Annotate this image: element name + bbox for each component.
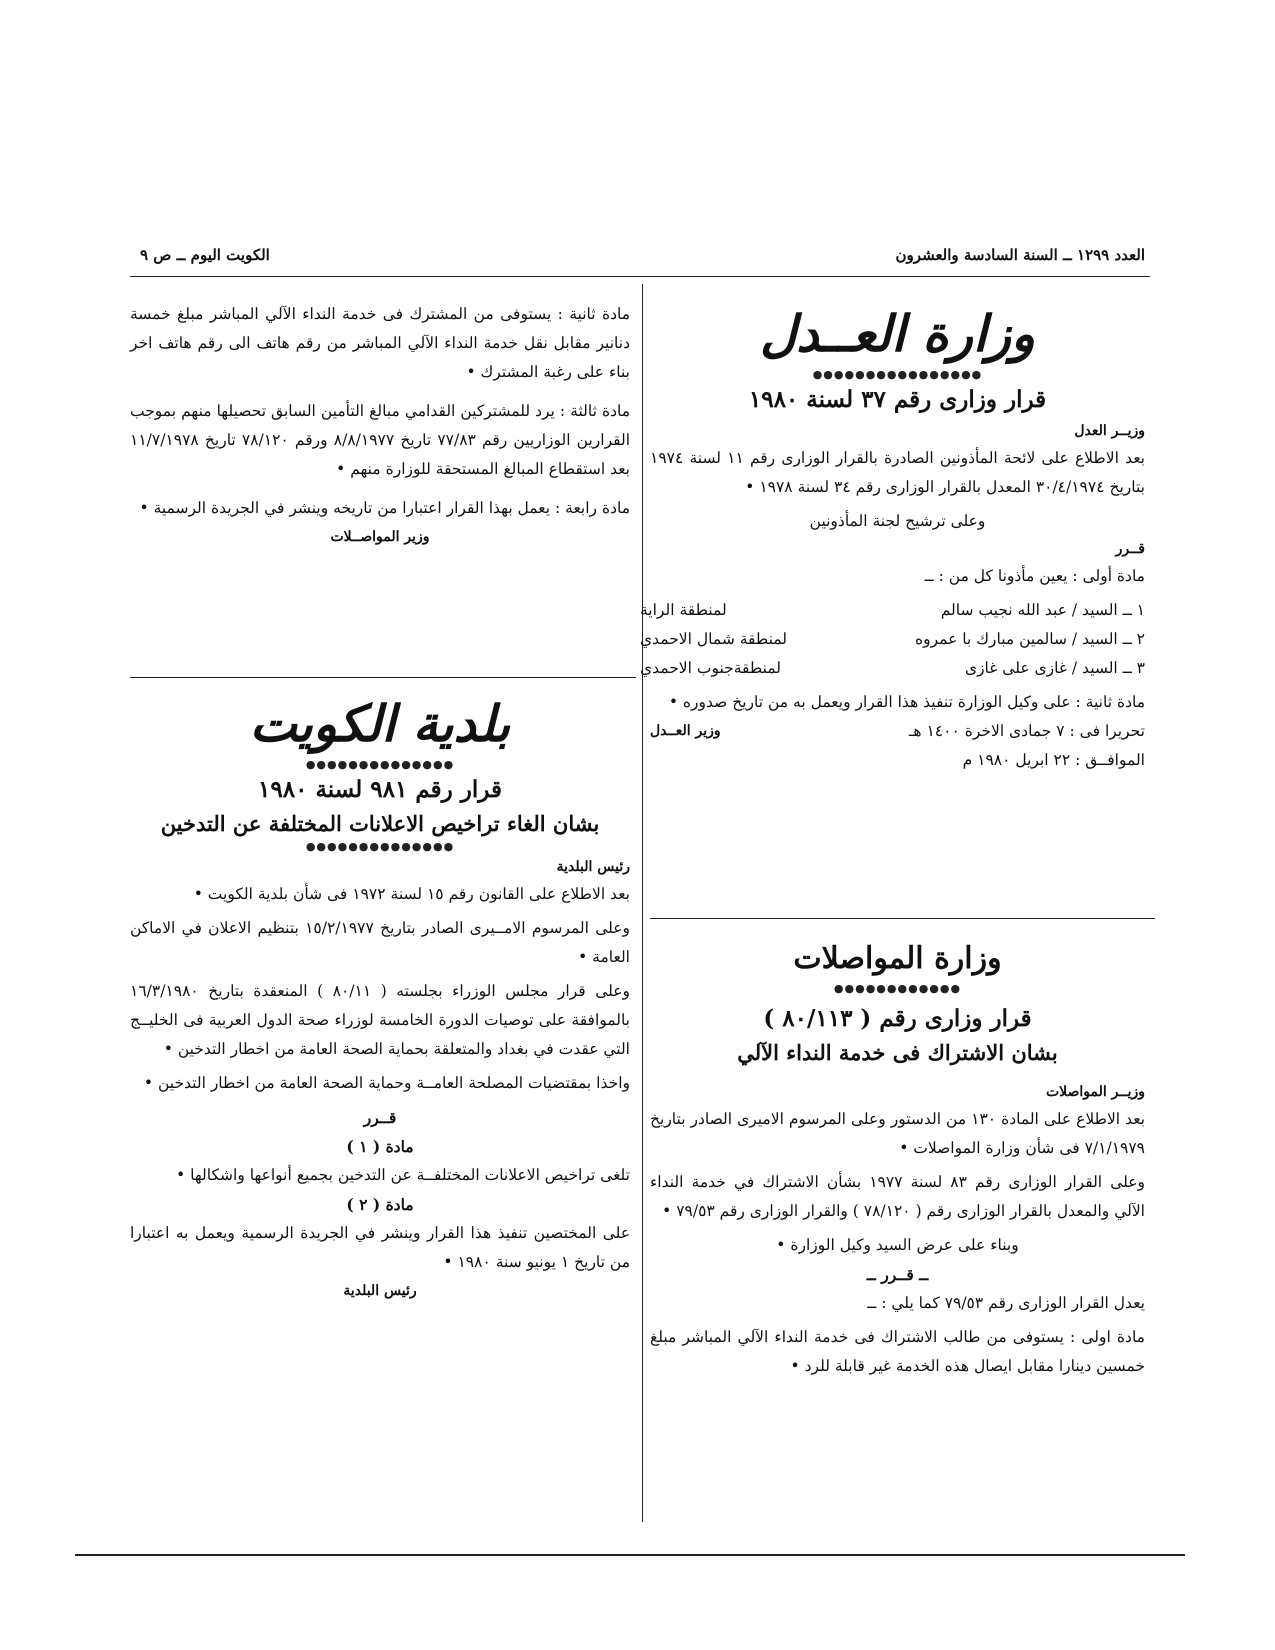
justice-article-2: مادة ثانية : على وكيل الوزارة تنفيذ هذا القرار ويعمل به من تاريخ صدوره • [668,693,1145,711]
left-section-divider [130,677,636,678]
bottom-rule [75,1554,1185,1556]
justice-article-1: مادة أولى : يعين مأذونا كل من : ــ [924,567,1145,585]
justice-preamble-2: وعلى ترشيح لجنة المأذونين [809,512,986,530]
municipality-subject: بشان الغاء تراخيص الاعلانات المختلفة عن التدخين [160,811,600,836]
comms-section [650,936,1145,1381]
justice-decision-title: قرار وزارى رقم ٣٧ لسنة ١٩٨٠ [748,386,1047,413]
municipality-signature: رئيس البلدية [343,1283,417,1299]
comms-preamble-2: وعلى القرار الوزارى رقم ٨٣ لسنة ١٩٧٧ بشأن الاشتراك في خدمة النداء الآلي والمعدل بالقرار الوزارى رقم ( ٧٨/١٢٠ ) والقرار الوزارى رقم ٧٩/٥٣ • [650,1173,1145,1220]
justice-name-1: ١ ــ السيد / عبد الله نجيب سالم [940,601,1145,619]
comms-amend: يعدل القرار الوزارى رقم ٧٩/٥٣ كما يلي : ــ [867,1294,1145,1312]
top-rule [130,276,1150,277]
municipality-preamble-3: وعلى قرار مجلس الوزراء بجلسته ( ٨٠/١١ ) المنعقدة بتاريخ ١٦/٣/١٩٨٠ بالموافقة على توصيات الدورة الخامسة لوزراء صحة الدول العربية فى الخليــج التي عقدت في بغداد والمتعلقة بحماية الصحة العامة من اخطار التدخين • [130,982,630,1058]
justice-area-2: لمنطقة شمال الاحمدي [640,630,787,648]
justice-name-row-3 [640,654,1145,683]
municipality-section [130,690,630,1306]
municipality-article-1-title: مادة ( ١ ) [346,1137,414,1156]
justice-name-row-2 [640,625,1145,654]
justice-name-3: ٣ ــ السيد / غازى على غازى [964,659,1145,677]
comms-qarar: ــ قــرر ــ [866,1265,929,1284]
comms-preamble-1: بعد الاطلاع على المادة ١٣٠ من الدستور وعلى المرسوم الاميرى الصادر بتاريخ ٧/١/١٩٧٩ فى شأن وزارة المواصلات • [650,1110,1145,1157]
justice-authority: وزيــر العدل [1074,423,1145,439]
column-divider [642,284,643,1522]
right-section-divider [650,918,1155,919]
comms-preamble-3: وبناء على عرض السيد وكيل الوزارة • [776,1236,1019,1254]
justice-section [640,300,1145,775]
municipality-authority: رئيس البلدية [556,859,630,875]
issue-header: العدد ١٢٩٩ ــ السنة السادسة والعشرون [895,246,1145,264]
municipality-preamble-4: واخذا بمقتضيات المصلحة العامــة وحماية الصحة العامة من اخطار التدخين • [143,1074,630,1092]
justice-corresponding: الموافــق : ٢٢ ابريل ١٩٨٠ م [962,751,1145,769]
comms-article-2: مادة ثانية : يستوفى من المشترك فى خدمة النداء الآلي المباشر مبلغ خمسة دنانير مقابل نقل خدمة النداء الآلي المباشر من رقم هاتف الى رقم هاتف اخر بناء على رغبة المشترك • [130,305,630,381]
justice-name-row-1 [640,596,1145,625]
justice-ornament: ●●●●●●●●●●●●●●●● [812,368,983,381]
comms-article-3: مادة ثالثة : يرد للمشتركين القدامي مبالغ التأمين السابق تحصيلها منهم بموجب القرارين الوزاريين رقم ٧٧/٨٣ تاريخ ٨/٨/١٩٧٧ ورقم ٧٨/١٢٠ تاريخ ١١/٧/١٩٧٨ بعد استقطاع المبالغ المستحقة للوزارة منهم • [130,402,631,478]
comms-subject: بشان الاشتراك فى خدمة النداء الآلي [737,1040,1058,1065]
comms-decision-title: قرار وزارى رقم ( ٨٠/١١٣ ) [763,1005,1032,1032]
municipality-article-2-title: مادة ( ٢ ) [346,1195,414,1214]
comms-authority: وزيــر المواصلات [1045,1084,1145,1100]
comms-article-1: مادة اولى : يستوفى من طالب الاشتراك فى خدمة النداء الآلي المباشر مبلغ خمسين دينارا مقابل ايصال هذه الخدمة غير قابلة للرد • [650,1328,1145,1375]
comms-article-4: مادة رابعة : يعمل بهذا القرار اعتبارا من تاريخه وينشر في الجريدة الرسمية • [139,499,630,517]
comms-masthead: وزارة المواصلات [793,941,1002,976]
justice-qarar: قــرر [1115,541,1145,557]
municipality-qarar: قــرر [363,1108,397,1127]
comms-signature: وزير المواصــلات [330,529,430,545]
justice-name-2: ٢ ــ السيد / سالمين مبارك با عمروه [914,630,1145,648]
municipality-masthead: بلدية الكويت [249,694,511,753]
justice-area-1: لمنطقة الراية [640,601,727,619]
justice-area-3: لمنطقةجنوب الاحمدي [640,659,781,677]
justice-preamble-1: بعد الاطلاع على لائحة المأذونين الصادرة بالقرار الوزارى رقم ١١ لسنة ١٩٧٤ بتاريخ ٣٠/٤/١٩٧٤ المعدل بالقرار الوزارى رقم ٣٤ لسنة ١٩٧٨ • [650,449,1145,496]
municipality-decision-title: قرار رقم ٩٨١ لسنة ١٩٨٠ [258,776,502,803]
municipality-preamble-2: وعلى المرسوم الامــيرى الصادر بتاريخ ١٥/٢/١٩٧٧ بتنظيم الاعلان في الاماكن العامة • [130,919,630,966]
justice-signature: وزير العــدل [650,723,721,739]
justice-dated: تحريرا فى : ٧ جمادى الاخرة ١٤٠٠ هـ [908,722,1145,740]
justice-masthead: وزارة العــدل [759,304,1036,363]
municipality-article-2: على المختصين تنفيذ هذا القرار وينشر في الجريدة الرسمية ويعمل به اعتبارا من تاريخ ١ يونيو سنة ١٩٨٠ • [130,1224,630,1271]
municipality-ornament: ●●●●●●●●●●●●●● [305,758,455,771]
comms-ornament: ●●●●●●●●●●●● [833,982,962,995]
page-header: الكويت اليوم ــ ص ٩ [140,246,270,264]
municipality-subject-ornament: ●●●●●●●●●●●●●● [305,840,455,853]
municipality-preamble-1: بعد الاطلاع على القانون رقم ١٥ لسنة ١٩٧٢ فى شأن بلدية الكويت • [193,885,630,903]
comms-continued-section [130,300,630,552]
justice-sign-row [650,717,1145,746]
municipality-article-1: تلغى تراخيص الاعلانات المختلفــة عن التدخين بجميع أنواعها واشكالها • [176,1166,630,1184]
